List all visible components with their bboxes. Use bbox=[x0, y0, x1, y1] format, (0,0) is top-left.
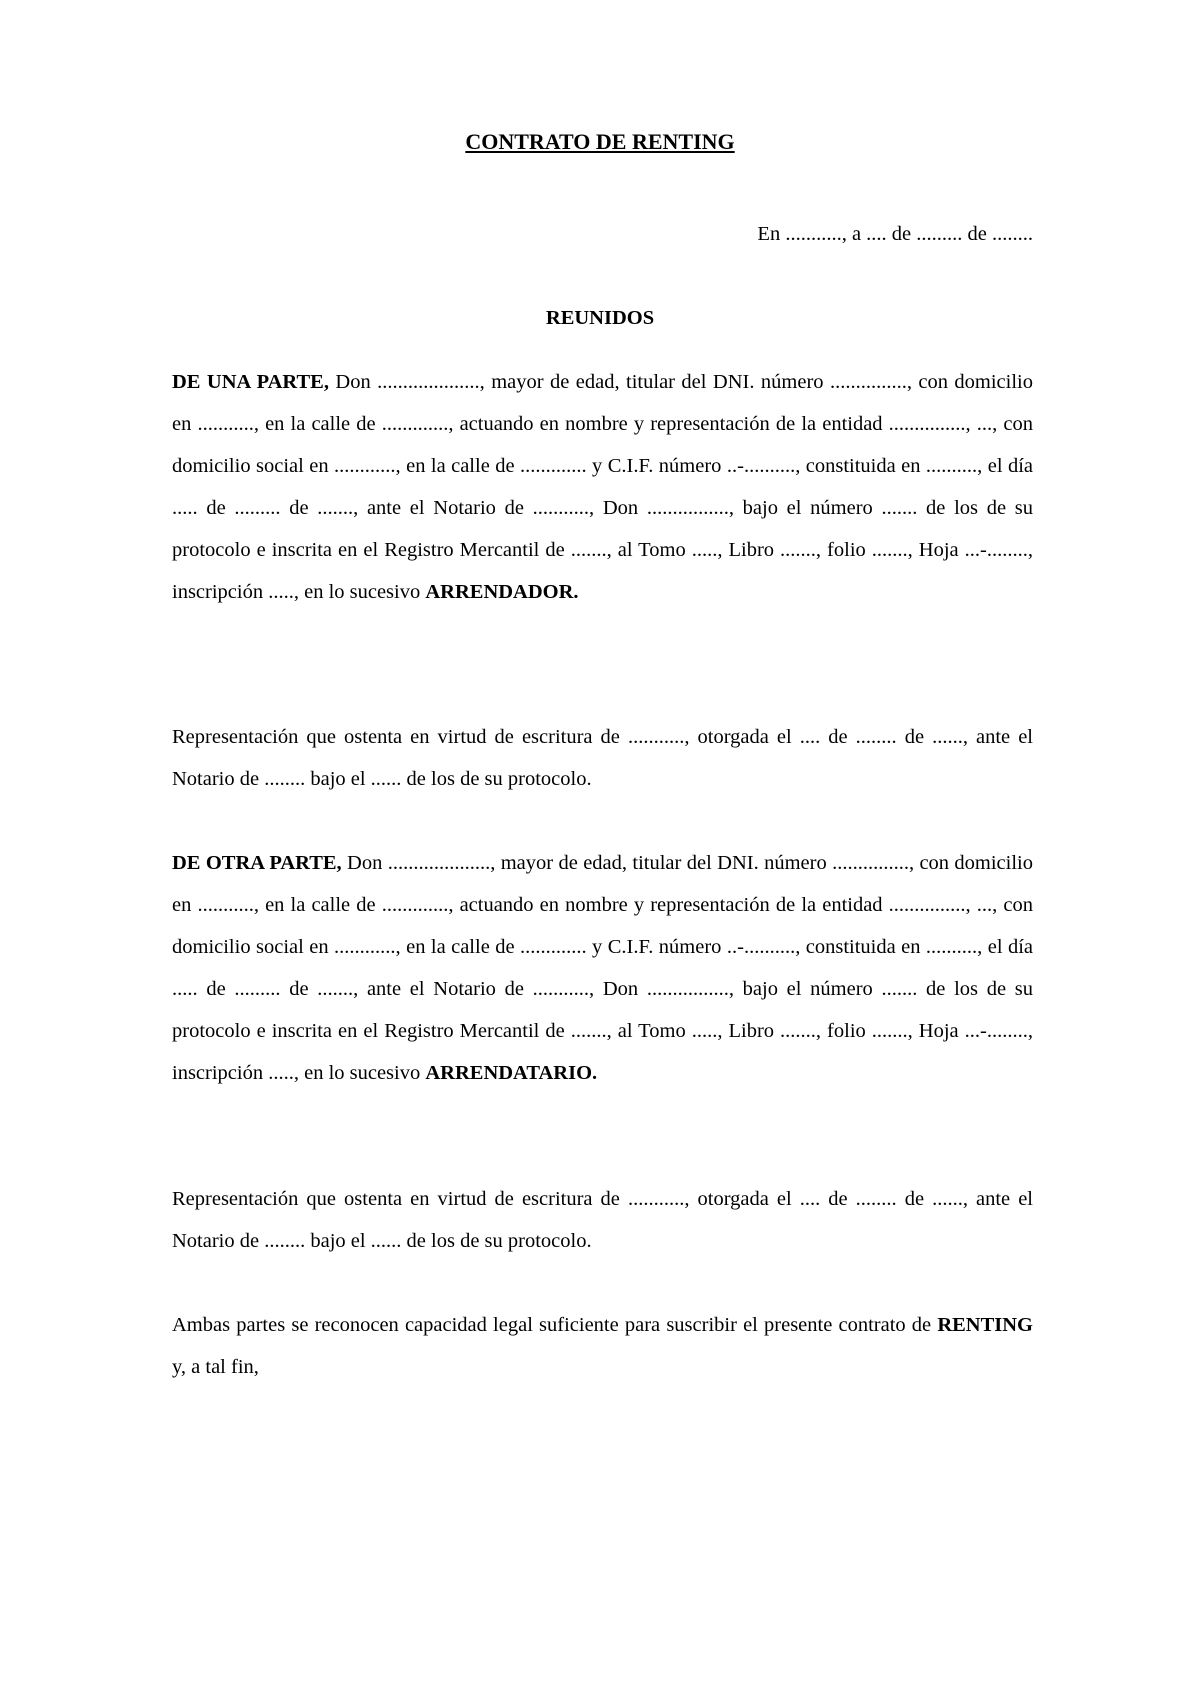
party-one-body: Don ...................., mayor de edad, titular del DNI. número ..............., con domicilio en ..........., en la calle de ............., actuando en nombre y representación de la entidad ..............., ..., con domicilio social en ............, en la calle de ............. y C.I.F. número ..-.........., constituida en .........., el día ..... de ......... de ......., ante el Notario de ..........., Don ................, bajo el número ....... de los de su protocolo e inscrita en el Registro Mercantil de ......., al Tomo ....., Libro ......., folio ......., Hoja ...-........, inscripción ....., en lo sucesivo bbox=[172, 371, 1033, 603]
party-two-body: Don ...................., mayor de edad, titular del DNI. número ..............., con domicilio en ..........., en la calle de ............., actuando en nombre y representación de la entidad ..............., ..., con domicilio social en ............, en la calle de ............. y C.I.F. número ..-.........., constituida en .........., el día ..... de ......... de ......., ante el Notario de ..........., Don ................, bajo el número ....... de los de su protocolo e inscrita en el Registro Mercantil de ......., al Tomo ....., Libro ......., folio ......., Hoja ...-........, inscripción ....., en lo sucesivo bbox=[172, 852, 1033, 1084]
closing-emphasis: RENTING bbox=[937, 1314, 1033, 1336]
party-two-role: ARRENDATARIO. bbox=[425, 1062, 598, 1084]
party-two-lead: DE OTRA PARTE, bbox=[172, 852, 342, 874]
representation-one-paragraph: Representación que ostenta en virtud de escritura de ..........., otorgada el .... de ........ de ......, ante el Notario de ........ bajo el ...... de los de su protocolo. bbox=[172, 726, 1033, 790]
party-one-role: ARRENDADOR. bbox=[425, 581, 579, 603]
party-one-paragraph bbox=[172, 361, 1033, 613]
closing-text-before: Ambas partes se reconocen capacidad legal suficiente para suscribir el presente contrato de bbox=[172, 1314, 938, 1336]
place-date-line: En ..........., a .... de ......... de ........ bbox=[757, 223, 1033, 245]
party-one-lead: DE UNA PARTE, bbox=[172, 371, 329, 393]
document-title-text: CONTRATO DE RENTING bbox=[465, 129, 735, 154]
closing-paragraph bbox=[172, 1304, 1033, 1388]
section-heading-reunidos: REUNIDOS bbox=[545, 307, 655, 329]
document-title bbox=[0, 128, 1200, 156]
representation-two-paragraph: Representación que ostenta en virtud de escritura de ..........., otorgada el .... de ........ de ......, ante el Notario de ........ bajo el ...... de los de su protocolo. bbox=[172, 1188, 1033, 1252]
closing-text-after: y, a tal fin, bbox=[172, 1356, 259, 1378]
party-two-paragraph bbox=[172, 842, 1033, 1094]
